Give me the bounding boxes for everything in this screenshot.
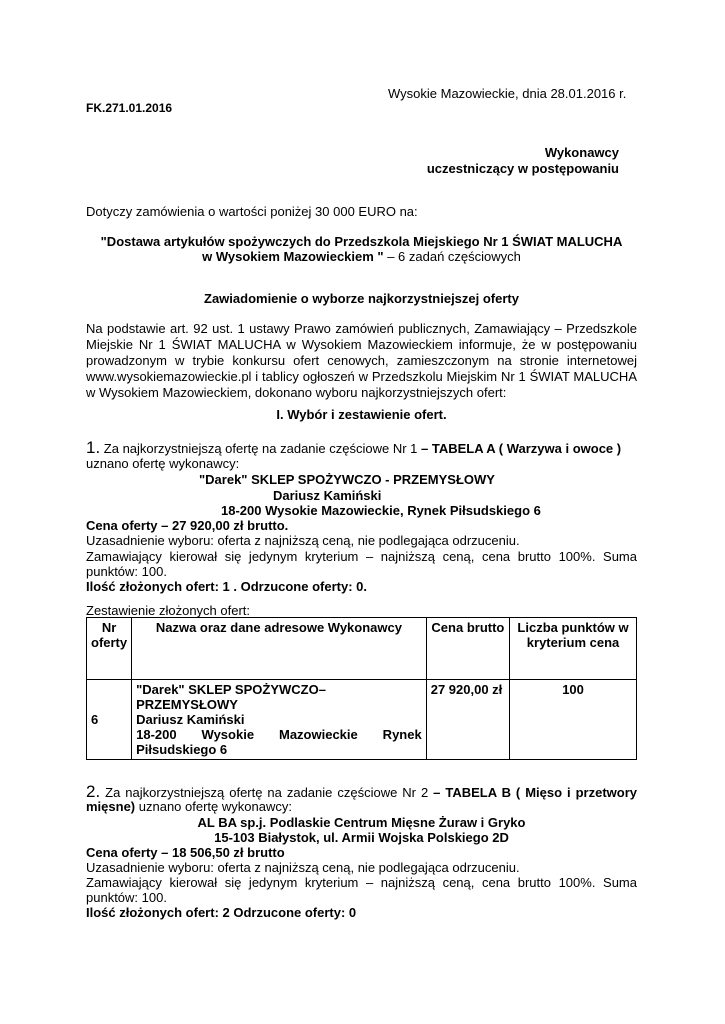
task1-lead-text: Za najkorzystniejszą ofertę na zadanie częściowe Nr 1 (100, 441, 422, 456)
header-points: Liczba punktów w kryterium cena (510, 618, 637, 680)
task1-number: 1. (86, 438, 101, 457)
header-name: Nazwa oraz dane adresowe Wykonawcy (132, 618, 427, 680)
notice-para-line-5: w Wysokiem Mazowieckiem, dokonano wyboru najkorzystniejszych ofert: (86, 385, 507, 400)
notice-para-line-3: prowadzonym w trybie konkursu ofert cenowych, zamieszczonym na stronie internetowej (86, 353, 637, 368)
task2-lead-bold: – TABELA B ( Mięso i przetwory (433, 785, 637, 800)
subject-line-2-bold: w Wysokiem Mazowieckiem " (202, 249, 384, 264)
subject-line-2 (86, 249, 637, 264)
task1-owner: Dariusz Kamiński (273, 488, 382, 503)
subject-line-1: "Dostawa artykułów spożywczych do Przedszkola Miejskiego Nr 1 ŚWIAT MALUCHA (100, 234, 623, 249)
place-date: Wysokie Mazowieckie, dnia 28.01.2016 r. (388, 86, 627, 101)
summary-label: Zestawienie złożonych ofert: (86, 603, 251, 618)
cell-name (132, 680, 427, 760)
cell-name-line-4: Piłsudskiego 6 (136, 742, 228, 757)
section-title: I. Wybór i zestawienie ofert. (276, 407, 447, 422)
task2-criterion-2: punktów: 100. (86, 890, 167, 905)
task2-justification: Uzasadnienie wyboru: oferta z najniższą ceną, nie podlegająca odrzuceniu. (86, 860, 520, 875)
recipient-line-2: uczestniczący w postępowaniu (426, 161, 619, 176)
offers-table (86, 617, 637, 760)
cell-nr: 6 (87, 680, 132, 760)
subject-line-2-rest: – 6 zadań częściowych (383, 249, 521, 264)
task1-lead (86, 438, 621, 458)
concerns-line: Dotyczy zamówienia o wartości poniżej 30 000 EURO na: (86, 204, 418, 219)
cell-name-line-3: 18-200 Wysokie Mazowieckie Rynek (136, 727, 422, 742)
reference-number: FK.271.01.2016 (86, 101, 173, 115)
task2-company: AL BA sp.j. Podlaskie Centrum Mięsne Żuraw i Gryko (197, 815, 526, 830)
recipient-line-1: Wykonawcy (544, 145, 619, 160)
cell-name-line-1: "Darek" SKLEP SPOŻYWCZO– PRZEMYSŁOWY (136, 682, 326, 712)
cell-points: 100 (510, 680, 637, 760)
task1-company: "Darek" SKLEP SPOŻYWCZO - PRZEMYSŁOWY (199, 472, 495, 487)
task2-lead-text: Za najkorzystniejszą ofertę na zadanie częściowe Nr 2 (100, 785, 434, 800)
task1-criterion-1: Zamawiający kierował się jedynym kryterium – najniższą ceną, cena brutto 100%. Suma (86, 549, 637, 564)
task1-justification: Uzasadnienie wyboru: oferta z najniższą ceną, nie podlegająca odrzuceniu. (86, 533, 520, 548)
task2-lead-2 (86, 799, 292, 814)
notice-para-line-1: Na podstawie art. 92 ust. 1 ustawy Prawo zamówień publicznych, Zamawiający – Przedszkole (86, 321, 637, 336)
task1-counts: Ilość złożonych ofert: 1 . Odrzucone oferty: 0. (86, 579, 367, 594)
task2-address: 15-103 Białystok, ul. Armii Wojska Polskiego 2D (214, 830, 509, 845)
task1-price: Cena oferty – 27 920,00 zł brutto. (86, 518, 289, 533)
notice-title: Zawiadomienie o wyborze najkorzystniejszej oferty (204, 291, 519, 306)
header-nr: Nr oferty (87, 618, 132, 680)
notice-para-line-4: www.wysokiemazowieckie.pl i tablicy ogłoszeń w Przedszkolu Miejskim Nr 1 ŚWIAT MALUCHA (86, 369, 637, 384)
task2-lead-2-bold: mięsne) (86, 799, 136, 814)
task1-lead-2: uznano ofertę wykonawcy: (86, 456, 240, 471)
task2-criterion-1: Zamawiający kierował się jedynym kryterium – najniższą ceną, cena brutto 100%. Suma (86, 875, 637, 890)
header-price: Cena brutto (426, 618, 509, 680)
cell-name-line-2: Dariusz Kamiński (136, 712, 245, 727)
task1-criterion-2: punktów: 100. (86, 564, 167, 579)
task2-lead-2-rest: uznano ofertę wykonawcy: (135, 799, 292, 814)
notice-para-line-2: Miejskie Nr 1 ŚWIAT MALUCHA w Wysokiem Mazowieckiem informuje, że w postępowaniu (86, 337, 637, 352)
task2-counts: Ilość złożonych ofert: 2 Odrzucone oferty: 0 (86, 905, 357, 920)
task1-address: 18-200 Wysokie Mazowieckie, Rynek Piłsudskiego 6 (221, 503, 541, 518)
table-header-row (87, 618, 637, 680)
task1-lead-bold: – TABELA A ( Warzywa i owoce ) (421, 441, 622, 456)
table-row (87, 680, 637, 760)
cell-price: 27 920,00 zł (426, 680, 509, 760)
task2-price: Cena oferty – 18 506,50 zł brutto (86, 845, 285, 860)
task2-number: 2. (86, 782, 101, 801)
